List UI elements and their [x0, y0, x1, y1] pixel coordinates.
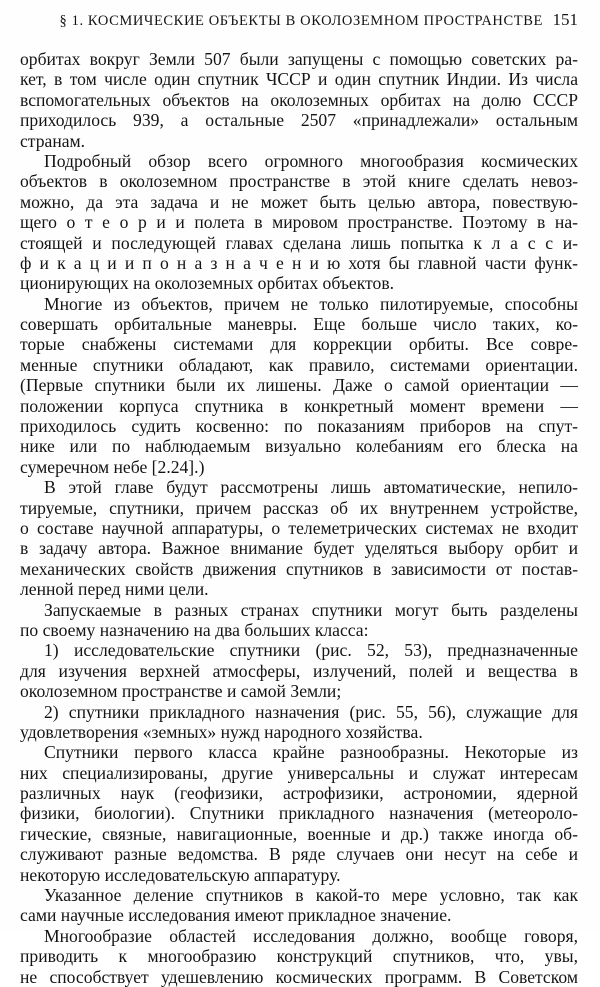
text-line: орбитах вокруг Земли 507 были запущены с помощью советских ра- — [20, 49, 578, 69]
text-line: Многие из объектов, причем не только пилотируемые, способны — [44, 293, 578, 314]
text-line: некоторую исследовательскую аппаратуру. — [20, 864, 341, 885]
text-line: гические, связные, навигационные, военные и др.) также иногда об- — [20, 823, 578, 844]
text-line: объектов в околоземном пространстве в этой книге сделать невоз- — [20, 171, 578, 192]
text-line: сумеречном небе [2.24].) — [20, 456, 205, 477]
text-line: торые снабжены системами для коррекции орбиты. Все совре- — [20, 334, 578, 355]
text-line: различных наук (геофизики, астрофизики, астрономии, ядерной — [20, 783, 578, 804]
text-line: ленной перед ними цели. — [20, 579, 209, 600]
text-line: ционирующих на околоземных орбитах объектов. — [20, 273, 395, 294]
text-line: Спутники первого класса крайне разнообразны. Некоторые из — [44, 742, 578, 763]
text-line: кет, в том числе один спутник ЧССР и один спутник Индии. Из числа — [20, 69, 578, 90]
text-line: 2) спутники прикладного назначения (рис. 55, 56), служащие для — [44, 701, 578, 722]
text-line: нике или по наблюдаемым визуально колебаниям его блеска на — [20, 436, 578, 457]
text-line: тируемые, спутники, причем рассказ об их внутреннем устройстве, — [20, 497, 578, 518]
text-line: менные спутники обладают, как правило, системами ориентации. — [20, 354, 578, 375]
text-line: для изучения верхней атмосферы, излучений, полей и вещества в — [20, 660, 578, 681]
page-number: 151 — [552, 10, 578, 29]
text-line: щего о т е о р и и полета в мировом пространстве. Поэтому в на- — [20, 212, 578, 233]
text-line: положении корпуса спутника в конкретный момент времени — — [20, 395, 578, 416]
text-line: приходилось 939, а остальные 2507 «принадлежали» остальным — [20, 110, 578, 131]
text-line: стоящей и последующей главах сделана лишь попытка к л а с с и- — [20, 232, 578, 253]
text-line: физики, биологии). Спутники прикладного назначения (метеороло- — [20, 803, 578, 824]
text-line: механических свойств движения спутников в зависимости от постав- — [20, 558, 578, 579]
text-line: можно, да эта задача и не может быть целью автора, повествую- — [20, 191, 578, 212]
running-header — [20, 10, 580, 36]
text-line: Подробный обзор всего огромного многообразия космических — [44, 150, 578, 171]
text-line: Многообразие областей исследования должно, вообще говоря, — [44, 925, 578, 946]
text-line: Указанное деление спутников в какой-то мере условно, так как — [44, 885, 578, 906]
text-line: них специализированы, другие универсальны и служат интересам — [20, 762, 578, 783]
text-line: приводить к многообразию конструкций спутников, что, увы, — [20, 946, 578, 967]
text-line: удовлетворения «земных» нужд народного хозяйства. — [20, 721, 423, 742]
text-line: не способствует удешевлению космических программ. В Советском — [20, 966, 578, 987]
text-line: приходилось судить косвенно: по показаниям приборов на спут- — [20, 416, 578, 437]
text-line: странам. — [20, 130, 86, 151]
text-line: ф и к а ц и и п о н а з н а ч е н и ю хотя бы главной части функ- — [20, 252, 578, 273]
text-line: Запускаемые в разных странах спутники могут быть разделены — [44, 599, 578, 620]
text-line: околоземном пространстве и самой Земли; — [20, 681, 342, 702]
text-line: совершать орбитальные маневры. Еще больше число таких, ко- — [20, 314, 578, 335]
text-line: вспомогательных объектов на околоземных орбитах на долю СССР — [20, 89, 578, 110]
text-line: о составе научной аппаратуры, о телеметрических системах не входит — [20, 517, 578, 538]
text-line: в задачу автора. Важное внимание будет уделяться выбору орбит и — [20, 538, 578, 559]
text-line: (Первые спутники были их лишены. Даже о самой ориентации — — [20, 375, 578, 396]
text-line: 1) исследовательские спутники (рис. 52, 53), предназначенные — [44, 640, 578, 661]
running-title: § 1. КОСМИЧЕСКИЕ ОБЪЕКТЫ В ОКОЛОЗЕМНОМ ПРОСТРАНСТВЕ — [59, 13, 543, 29]
text-line: В этой главе будут рассмотрены лишь автоматические, непило- — [44, 477, 578, 498]
text-line: сами научные исследования имеют прикладное значение. — [20, 905, 452, 926]
text-line: служивают разные ведомства. В ряде случаев они несут на себе и — [20, 844, 578, 865]
text-line: по своему назначению на два больших класса: — [20, 619, 369, 640]
body-text — [20, 49, 578, 987]
